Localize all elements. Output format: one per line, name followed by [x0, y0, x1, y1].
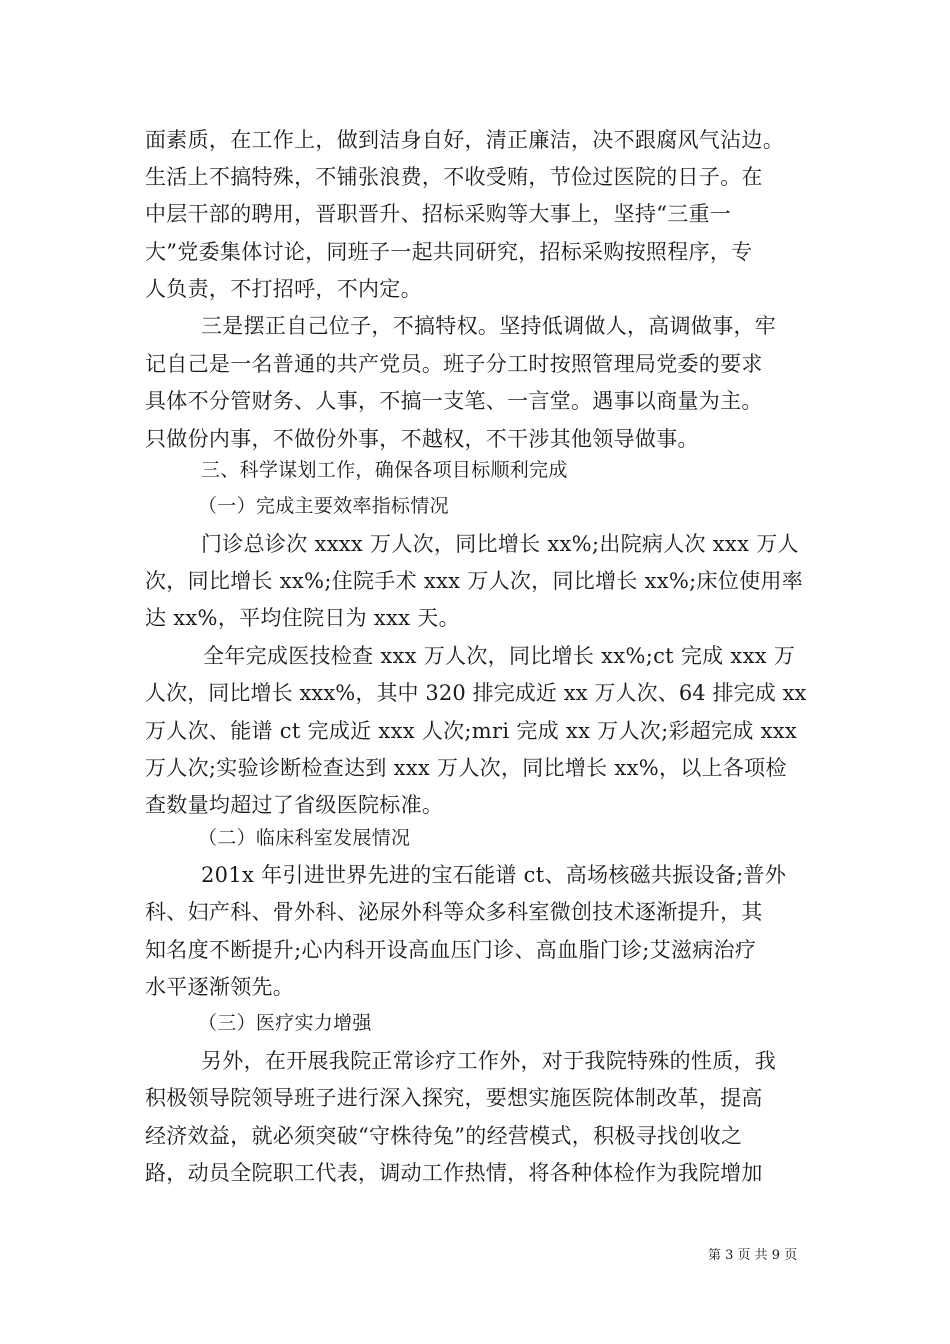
- text-line: 积极领导院领导班子进行深入探究，要想实施医院体制改革，提高: [145, 1086, 763, 1110]
- text-line: 另外，在开展我院正常诊疗工作外，对于我院特殊的性质，我: [201, 1049, 777, 1073]
- text-line: 人次，同比增长 xxx%，其中 320 排完成近 xx 万人次、64 排完成 xx: [145, 681, 807, 705]
- page-number: 第 3 页 共 9 页: [708, 1248, 798, 1263]
- text-line: 路，动员全院职工代表，调动工作热情，将各种体检作为我院增加: [145, 1161, 763, 1185]
- text-line: 达 xx%，平均住院日为 xxx 天。: [145, 606, 460, 630]
- text-line: 具体不分管财务、人事，不搞一支笔、一言堂。遇事以商量为主。: [145, 389, 763, 413]
- text-line: 万人次;实验诊断检查达到 xxx 万人次，同比增长 xx%，以上各项检: [145, 756, 787, 780]
- text-line: 面素质，在工作上，做到洁身自好，清正廉洁，决不跟腐风气沾边。: [145, 128, 784, 152]
- text-line: 科、妇产科、骨外科、泌尿外科等众多科室微创技术逐渐提升，其: [145, 900, 763, 924]
- text-line: 经济效益，就必须突破“守株待兔”的经营模式，积极寻找创收之: [145, 1124, 743, 1148]
- text-line: 记自己是一名普通的共产党员。班子分工时按照管理局党委的要求: [145, 352, 763, 376]
- text-line: 三是摆正自己位子，不搞特权。坚持低调做人，高调做事，牢: [201, 314, 777, 338]
- text-line: 知名度不断提升;心内科开设高血压门诊、高血脂门诊;艾滋病治疗: [145, 938, 757, 962]
- text-line: 中层干部的聘用，晋职晋升、招标采购等大事上，坚持“三重一: [145, 202, 732, 226]
- text-line: 201x 年引进世界先进的宝石能谱 ct、高场核磁共振设备;普外: [201, 863, 787, 887]
- text-line: 生活上不搞特殊，不铺张浪费，不收受贿，节俭过医院的日子。在: [145, 165, 763, 189]
- subsection-heading: （二）临床科室发展情况: [198, 827, 411, 849]
- text-line: 万人次、能谱 ct 完成近 xxx 人次;mri 完成 xx 万人次;彩超完成 xxx: [145, 719, 798, 743]
- text-line: 只做份内事，不做份外事，不越权，不干涉其他领导做事。: [145, 427, 699, 451]
- text-line: 门诊总诊次 xxxx 万人次，同比增长 xx%;出院病人次 xxx 万人: [201, 532, 799, 556]
- section-heading: 三、科学谋划工作，确保各项目标顺利完成: [201, 459, 568, 481]
- subsection-heading: （一）完成主要效率指标情况: [198, 495, 449, 517]
- text-line: 水平逐渐领先。: [145, 975, 295, 999]
- subsection-heading: （三）医疗实力增强: [198, 1012, 372, 1034]
- text-line: 次，同比增长 xx%;住院手术 xxx 万人次，同比增长 xx%;床位使用率: [145, 569, 804, 593]
- text-line: 查数量均超过了省级医院标准。: [145, 793, 444, 817]
- text-line: 大”党委集体讨论，同班子一起共同研究，招标采购按照程序，专: [145, 240, 753, 264]
- text-line: 人负责，不打招呼，不内定。: [145, 277, 422, 301]
- text-line: 全年完成医技检查 xxx 万人次，同比增长 xx%;ct 完成 xxx 万: [203, 644, 796, 668]
